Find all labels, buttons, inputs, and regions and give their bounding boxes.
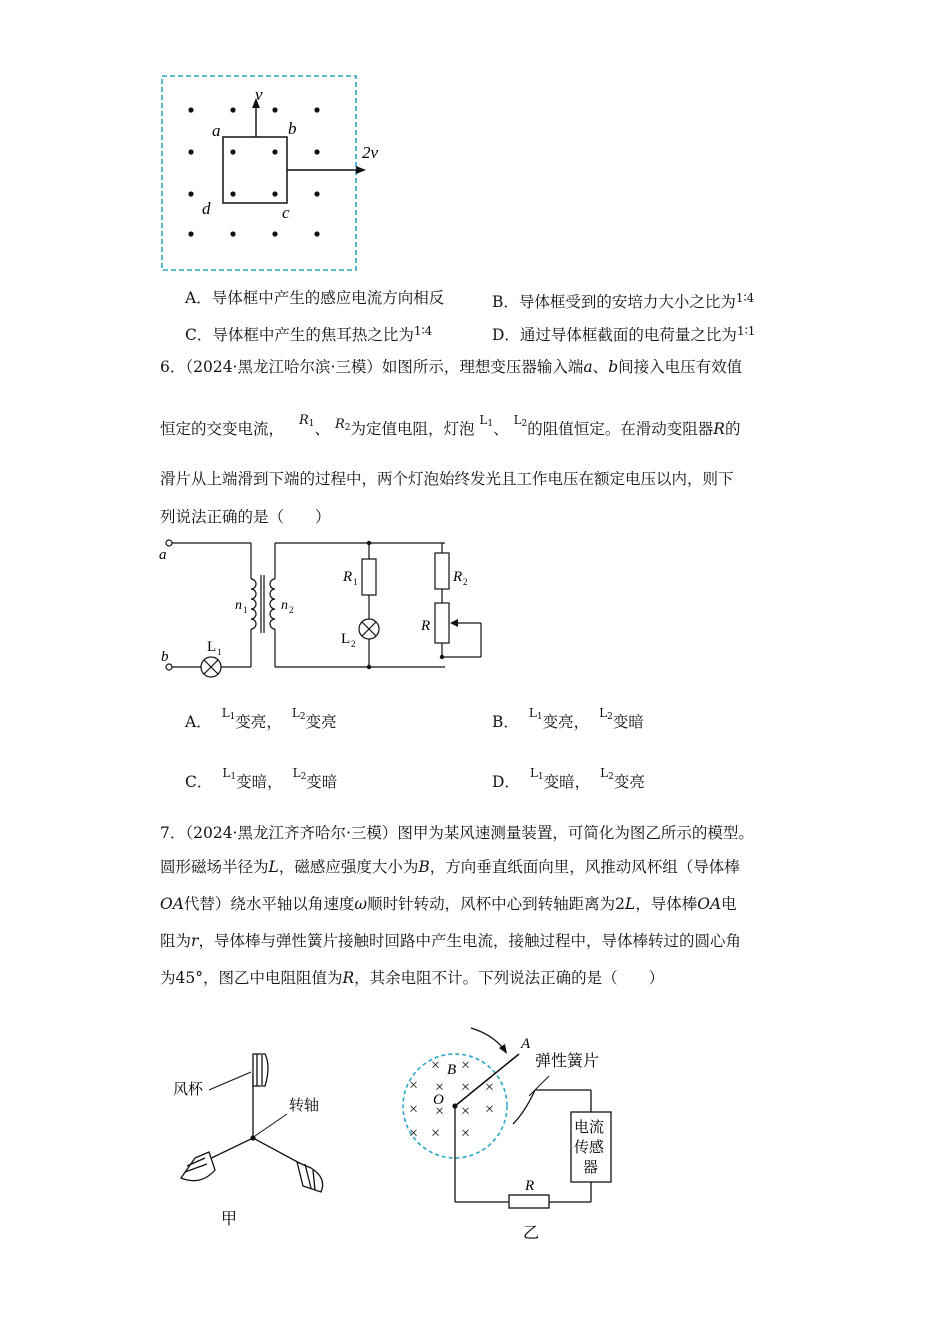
svg-text:×: × [431,1057,441,1074]
svg-text:传感: 传感 [574,1140,605,1156]
q6-option-a[interactable]: A． $^{L_1}$变亮， $^{L_2}$变亮 [185,706,337,731]
q5-option-d-text: D．通过导体框截面的电荷量之比为 [492,326,737,344]
svg-text:b: b [161,649,169,665]
svg-text:弹性簧片: 弹性簧片 [535,1053,600,1070]
svg-text:A: A [521,1036,531,1052]
svg-text:甲: 甲 [221,1211,238,1228]
svg-text:2: 2 [289,605,294,615]
svg-text:B: B [447,1062,457,1078]
svg-text:×: × [435,1103,445,1120]
q7-line3: OA代替）绕水平轴以角速度ω顺时针转动，风杯中心到转轴距离为2L，导体棒OA电 [160,895,737,913]
svg-text:×: × [435,1079,445,1096]
q5-option-d[interactable] [492,320,755,346]
q7-line1: 7．（2024·黑龙江齐齐哈尔·三模）图甲为某风速测量装置，可简化为图乙所示的模型。 [160,824,754,842]
q5-option-d-ratio: 1∶1 [736,324,756,338]
svg-text:O: O [433,1092,444,1108]
svg-text:n: n [235,598,242,613]
svg-text:1: 1 [217,647,222,657]
label-d: d [202,199,211,218]
svg-text:n: n [281,598,288,613]
svg-text:×: × [461,1079,471,1096]
q7-line5: 为45°，图乙中电阻阻值为R，其余电阻不计。下列说法正确的是（ ） [160,969,665,987]
q6-line2: 恒定的交变电流， $^{R_1}$、 $^{R_2}$为定值电阻，灯泡 $^{L_1}$、 $^{L_2}$的阻值恒定。在滑动变阻器R的 [160,413,741,438]
svg-text:×: × [409,1077,419,1094]
q6-line3: 滑片从上端滑到下端的过程中，两个灯泡始终发光且工作电压在额定电压以内，则下 [160,470,734,488]
svg-text:1: 1 [353,577,358,587]
svg-text:R: R [525,1178,535,1194]
svg-text:L: L [207,639,217,655]
dashed-field-boundary [162,76,356,270]
q5-option-b-text: B．导体框受到的安培力大小之比为 [492,293,736,311]
svg-text:转轴: 转轴 [289,1098,320,1114]
svg-text:2: 2 [351,639,356,649]
q7-line2: 圆形磁场半径为L，磁感应强度大小为B，方向垂直纸面向里，风推动风杯组（导体棒 [160,858,740,876]
spring-leaf [513,1090,535,1124]
figure-jia-wind-cups [165,1040,345,1240]
q6-line1: 6．（2024·黑龙江哈尔滨·三模）如图所示，理想变压器输入端a、b间接入电压有效值 [160,358,743,376]
figure-yi-circuit [395,1020,625,1244]
q7-line4: 阻为r，导体棒与弹性簧片接触时回路中产生电流，接触过程中，导体棒转过的圆心角 [160,932,741,950]
q5-option-c[interactable] [185,320,432,346]
svg-text:×: × [461,1057,471,1074]
label-b: b [288,119,297,138]
svg-text:R: R [343,569,353,585]
svg-text:风杯: 风杯 [173,1082,204,1098]
svg-text:乙: 乙 [523,1225,540,1242]
svg-text:×: × [485,1101,495,1118]
svg-text:×: × [431,1125,441,1142]
q5-option-b[interactable] [492,287,754,313]
svg-text:R: R [421,618,431,634]
svg-text:×: × [409,1125,419,1142]
svg-text:×: × [409,1101,419,1118]
label-a: a [212,121,221,140]
svg-text:1: 1 [243,605,248,615]
q6-option-b[interactable]: B． $^{L_1}$变亮， $^{L_2}$变暗 [492,706,644,731]
label-2v: 2v [362,143,379,162]
svg-text:电流: 电流 [574,1120,605,1136]
velocity-arrow-right [356,166,366,174]
figure-q6-circuit [155,535,495,685]
svg-text:R: R [453,569,463,585]
svg-text:a: a [159,547,167,563]
label-c: c [282,203,290,222]
q5-option-b-ratio: 1∶4 [735,291,755,305]
q5-option-c-ratio: 1∶4 [413,324,433,338]
svg-text:×: × [461,1125,471,1142]
q6-option-c[interactable]: C． $^{L_1}$变暗， $^{L_2}$变暗 [185,766,338,791]
q5-option-a[interactable]: A．导体框中产生的感应电流方向相反 [185,289,445,307]
q5-option-c-text: C．导体框中产生的焦耳热之比为 [185,326,414,344]
label-v: v [255,85,263,104]
figure-q5-magnetic-field [150,70,390,280]
svg-text:2: 2 [463,577,468,587]
svg-text:×: × [485,1079,495,1096]
svg-text:L: L [341,631,351,647]
q6-option-d[interactable]: D． $^{L_1}$变暗， $^{L_2}$变亮 [492,766,645,791]
q6-line4: 列说法正确的是（ ） [160,508,331,526]
svg-text:器: 器 [583,1160,599,1176]
svg-text:×: × [461,1103,471,1120]
